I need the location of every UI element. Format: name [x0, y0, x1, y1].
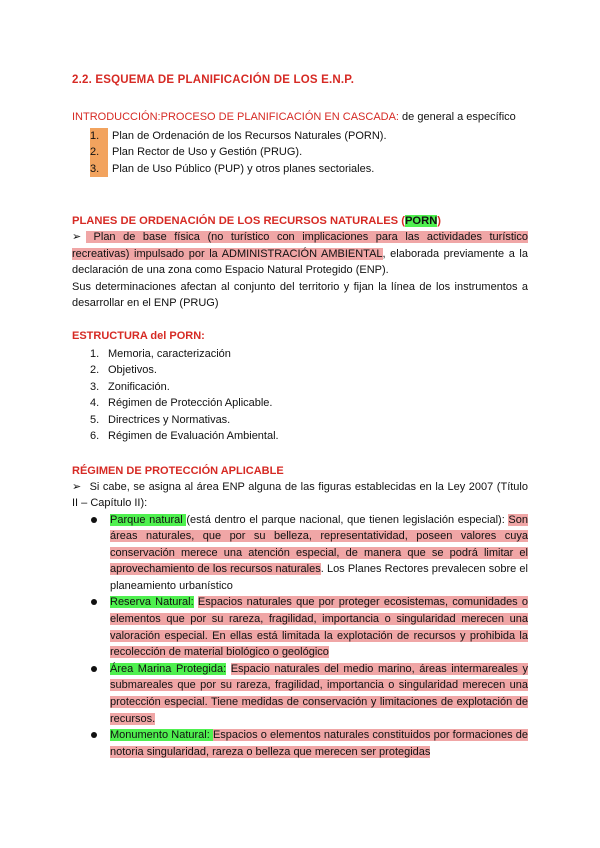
figura-note: (está dentro el parque nacional, que tienen legislación especial):	[186, 513, 509, 526]
list-item	[90, 395, 528, 412]
cascade-list	[72, 128, 528, 178]
porn-text-highlight: impulsado por la ADMINISTRACIÓN AMBIENTAL	[129, 247, 383, 260]
porn-heading	[72, 213, 528, 229]
figura-definition: Espacios o elementos naturales constituidos por formaciones de notoria singularidad, rareza o belleza que merecen ser protegidas	[110, 729, 528, 758]
regimen-intro-text: Si cabe, se asigna al área ENP alguna de las figuras establecidas en la Ley 2007 (Título II – Capítulo II):	[72, 480, 528, 509]
porn-text-highlight: con implicaciones para las actividades turístico recreativas)	[72, 231, 528, 260]
figura-definition: Espacio naturales del medio marino, áreas intermareales y submareales que por su rareza, fragilidad, importancia o singularidad merecen una protección especial. Tiene medidas de conservación y limitaciones de explotación de recursos.	[110, 662, 528, 725]
list-item-text: Directrices y Normativas.	[108, 413, 231, 426]
list-item	[90, 412, 528, 429]
porn-text-highlight: Plan de base física (no turístico	[86, 231, 270, 243]
figura-term: Monumento Natural:	[110, 729, 213, 742]
list-item-number: 6.	[90, 430, 100, 442]
document-page	[72, 72, 528, 760]
figuras-list	[72, 512, 528, 761]
figura-term: Parque natural	[110, 513, 187, 526]
bullet-dot-icon	[91, 599, 97, 605]
cascade-item-number: 1.	[90, 128, 108, 145]
figura-item	[72, 727, 528, 760]
cascade-item-number: 3.	[90, 161, 108, 178]
figura-item	[72, 512, 528, 595]
arrow-bullet-icon: ➢	[72, 480, 82, 493]
figura-note	[226, 663, 231, 675]
intro-text: de general a específico	[399, 111, 516, 123]
regimen-heading: RÉGIMEN DE PROTECCIÓN APLICABLE	[72, 464, 284, 477]
document-title: 2.2. ESQUEMA DE PLANIFICACIÓN DE LOS E.N.P.	[72, 74, 355, 86]
figura-definition: Son áreas naturales, que por su belleza, representatividad, poseen valores cuya conservación merece una atención especial, de manera que se podrá limitar el aprovechamiento de los recursos naturales	[110, 513, 528, 576]
cascade-item-text: Plan Rector de Uso y Gestión (PRUG).	[112, 146, 303, 158]
regimen-intro	[72, 479, 528, 512]
list-item	[90, 346, 528, 363]
porn-heading-text: PLANES DE ORDENACIÓN DE LOS RECURSOS NATURALES (	[72, 215, 405, 227]
bullet-dot-icon	[91, 666, 97, 672]
list-item-text: Régimen de Evaluación Ambiental.	[108, 430, 279, 442]
figura-term: Reserva Natural:	[110, 596, 194, 609]
porn-heading-acronym: PORN	[404, 215, 438, 227]
porn-heading-close: )	[437, 215, 442, 227]
cascade-item-text: Plan de Ordenación de los Recursos Naturales (PORN).	[112, 129, 387, 142]
list-item-number: 4.	[90, 397, 100, 409]
bullet-dot-icon	[91, 517, 97, 523]
figura-term: Área Marina Protegida:	[110, 662, 227, 675]
intro-line	[72, 109, 528, 126]
arrow-bullet-icon: ➢	[72, 231, 82, 243]
porn-text: , elaborada previamente a la declaración de una zona como Espacio Natural Protegido (ENP).	[72, 247, 528, 276]
cascade-item	[90, 161, 528, 178]
porn-paragraph-1	[72, 229, 528, 279]
figura-item	[72, 661, 528, 727]
figura-item	[72, 594, 528, 660]
porn-paragraph-2: Sus determinaciones afectan al conjunto del territorio y fijan la línea de los instrumentos a desarrollar en el ENP (PRUG)	[72, 280, 528, 309]
cascade-item-number: 2.	[90, 144, 108, 161]
estructura-heading: ESTRUCTURA del PORN:	[72, 329, 205, 342]
estructura-list	[72, 346, 528, 445]
figura-rest: . Los Planes Rectores prevalecen sobre el planeamiento urbanístico	[110, 563, 528, 592]
list-item-text: Objetivos.	[108, 364, 157, 376]
intro-label: INTRODUCCIÓN:PROCESO DE PLANIFICACIÓN EN CASCADA:	[72, 111, 399, 123]
figura-definition: Espacios naturales que por proteger ecosistemas, comunidades o elementos que por su rareza, fragilidad, importancia o singularidad merecen una valoración especial. En ellas está limitada la explotación de recursos y prohibida la recolección de material biológico o geológico	[110, 596, 528, 659]
cascade-item	[90, 144, 528, 161]
list-item	[90, 428, 528, 445]
list-item-number: 3.	[90, 380, 100, 393]
list-item	[90, 379, 528, 396]
list-item	[90, 362, 528, 379]
cascade-item	[90, 128, 528, 145]
list-item-text: Régimen de Protección Aplicable.	[108, 397, 273, 409]
list-item-number: 5.	[90, 413, 100, 426]
list-item-number: 2.	[90, 364, 100, 376]
list-item-text: Memoria, caracterización	[108, 347, 231, 360]
bullet-dot-icon	[91, 732, 97, 738]
cascade-item-text: Plan de Uso Público (PUP) y otros planes sectoriales.	[112, 162, 375, 175]
list-item-text: Zonificación.	[108, 380, 170, 393]
list-item-number: 1.	[90, 347, 100, 360]
